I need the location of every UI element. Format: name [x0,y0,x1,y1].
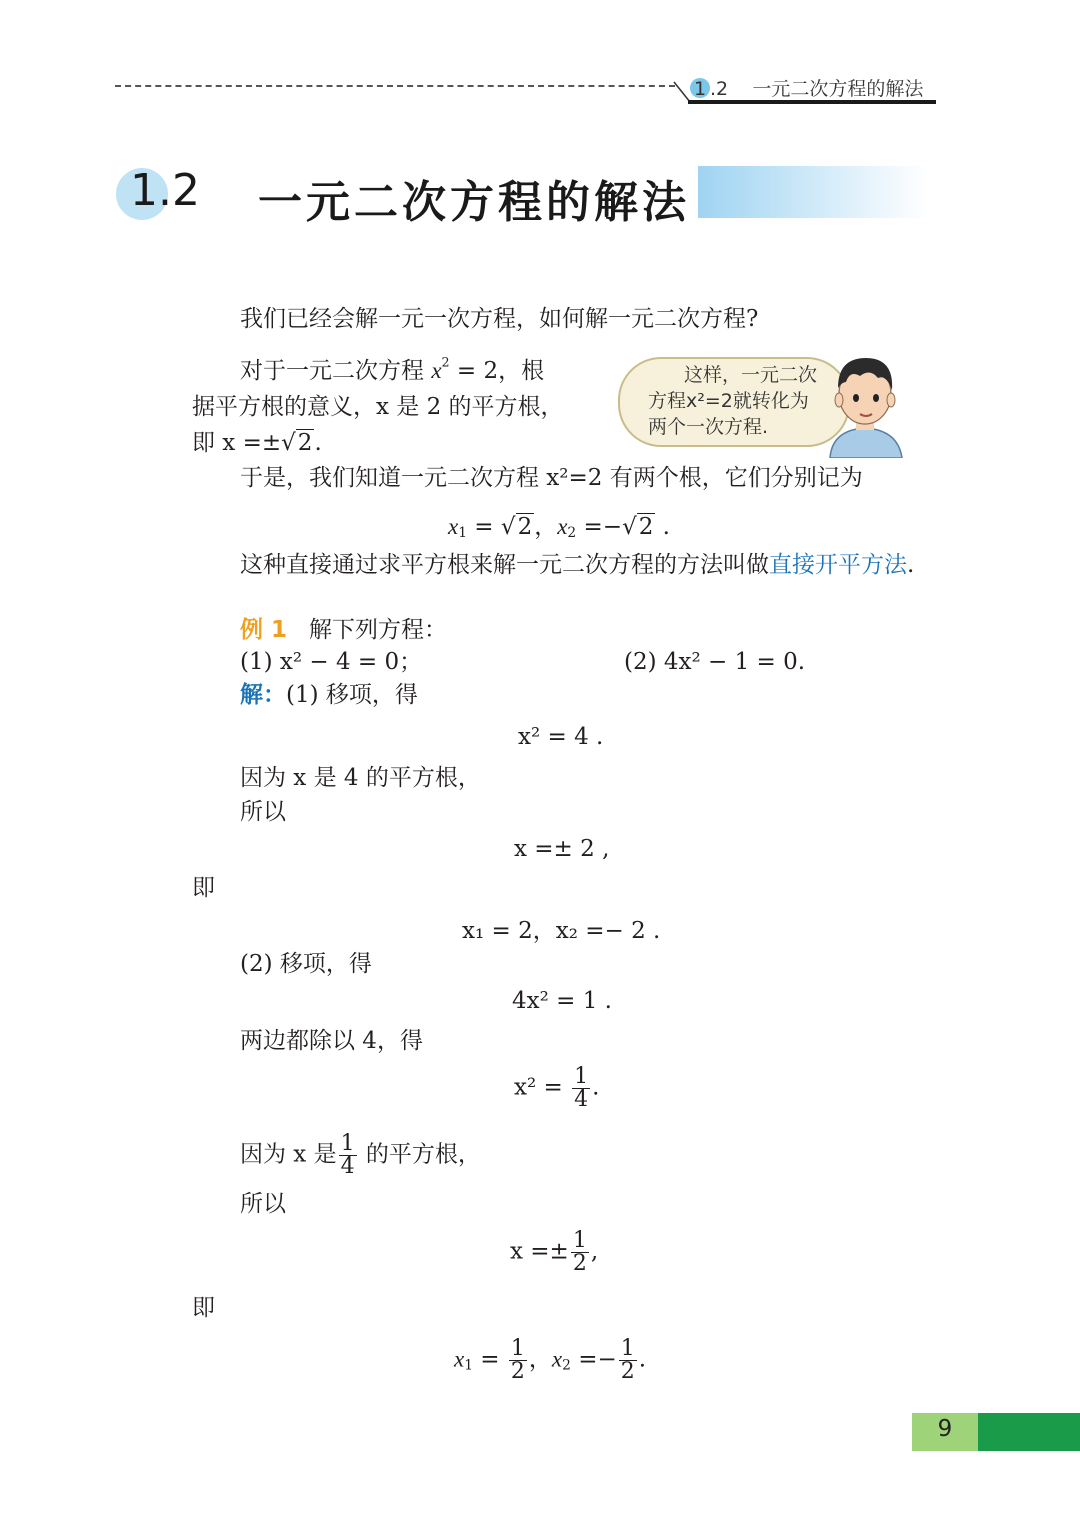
para3-text: 这种直接通过求平方根来解一元二次方程的方法叫做 [240,552,769,578]
para1-l3-a: 即 x =± [192,430,282,456]
roots-equation: $x_1 = √2$，$x_2 =-√2$ . [448,514,670,541]
key-term: 直接开平方法 [769,552,907,578]
para1-l3-b: . [314,430,322,456]
bubble-line1: 这样，一元二次 [684,364,818,386]
para1-l1-b: = 2，根 [449,358,545,384]
divide-by-4: 两边都除以 4，得 [240,1028,423,1054]
roots-eq-c: =− [576,514,623,540]
fraction-half-2 [619,1338,637,1383]
eq7-den2: 2 [620,1359,635,1384]
example-label: 例 1 [240,617,288,643]
page-number-bar [978,1413,1080,1451]
eq7-num1: 1 [510,1336,525,1361]
because2-num: 1 [340,1131,355,1156]
para1-line1: 对于一元二次方程 $x^2 = 2$，根 [240,354,545,384]
solution-start [240,679,418,711]
eq5-end: . [592,1074,600,1101]
eq6-num: 1 [572,1228,587,1253]
eq-x-pm-half [510,1230,598,1275]
header-section [690,74,923,101]
bubble-line2: 方程x²=2就转化为 [648,390,809,412]
para1-line2: 据平方根的意义，x 是 2 的平方根， [192,394,564,420]
example-q2: (2) 4x² − 1 = 0. [624,649,806,675]
roots-eq-b: ， [534,514,558,540]
solution-label: 解： [240,682,286,708]
header-section-rest: .2 [710,78,729,100]
roots-eq-d: . [662,514,670,540]
header-section-num: 1 [693,78,707,100]
bubble-text [642,362,817,440]
title-num-main: 1 [130,165,158,216]
eq5-lhs: x² = [514,1074,571,1101]
eq5-num: 1 [574,1064,589,1089]
ji-1: 即 [192,875,215,901]
because2-a: 因为 x 是 [240,1141,337,1168]
eq7-den1: 2 [510,1359,525,1384]
example-heading [240,614,447,646]
title-number [130,165,200,216]
eq6-end: , [590,1238,599,1265]
title-num-rest: .2 [158,165,200,216]
header-underline [688,100,936,104]
eq-roots-2: x₁ = 2，x₂ =− 2 . [462,918,661,944]
example-prompt: 解下列方程： [308,617,447,643]
para3-end: . [907,552,915,578]
intro-text: 我们已经会解一元一次方程，如何解一元二次方程? [240,306,759,332]
part-2: (2) 移项，得 [240,951,372,977]
page-number: 9 [937,1416,953,1442]
page-title: 一元二次方程的解法 [258,177,690,228]
para3 [240,549,914,581]
fraction-half [571,1230,589,1275]
boy-illustration [820,348,910,458]
because2-b: 的平方根， [358,1141,481,1168]
fraction-quarter-inline [339,1133,357,1178]
solution-step1: (1) 移项，得 [286,682,418,708]
because-2 [240,1133,481,1178]
so-1: 所以 [240,799,286,825]
header-dashed-line [115,85,675,87]
para1-l1-a: 对于一元二次方程 [240,358,432,384]
roots-eq-a: = [467,514,501,540]
eq6-lhs: x =± [510,1238,569,1265]
eq7-b: ， [528,1346,552,1373]
eq7-end: . [638,1346,647,1373]
bubble-line3: 两个一次方程. [648,416,769,438]
so-2: 所以 [240,1191,286,1217]
title-gradient-bar [698,166,928,218]
eq-x-pm2: x =± 2 , [514,836,610,862]
example-q1: (1) x² − 4 = 0； [240,649,423,675]
because2-den: 4 [340,1154,355,1179]
para1-line3: 即 x =±√2. [192,430,322,456]
eq7-a: = [473,1346,507,1373]
eq-x2-quarter [514,1066,599,1111]
fraction-half-1 [509,1338,527,1383]
para2-text: 于是，我们知道一元二次方程 x²=2 有两个根，它们分别记为 [240,465,863,491]
eq-4x2-1: 4x² = 1 . [512,988,612,1014]
eq7-c: =− [570,1346,617,1373]
eq7-num2: 1 [620,1336,635,1361]
eq-roots-half: $x_1$ = $\frac{1}{2}$ ，$x_2$ =− $\frac{1}{2}$ . [454,1336,647,1384]
ji-2: 即 [192,1295,215,1321]
eq6-den: 2 [572,1251,587,1276]
eq5-den: 4 [574,1087,589,1112]
fraction-quarter [572,1066,590,1111]
header-section-title: 一元二次方程的解法 [752,78,924,100]
because-1: 因为 x 是 4 的平方根， [240,765,481,791]
eq-x2-4: x² = 4 . [518,724,604,750]
